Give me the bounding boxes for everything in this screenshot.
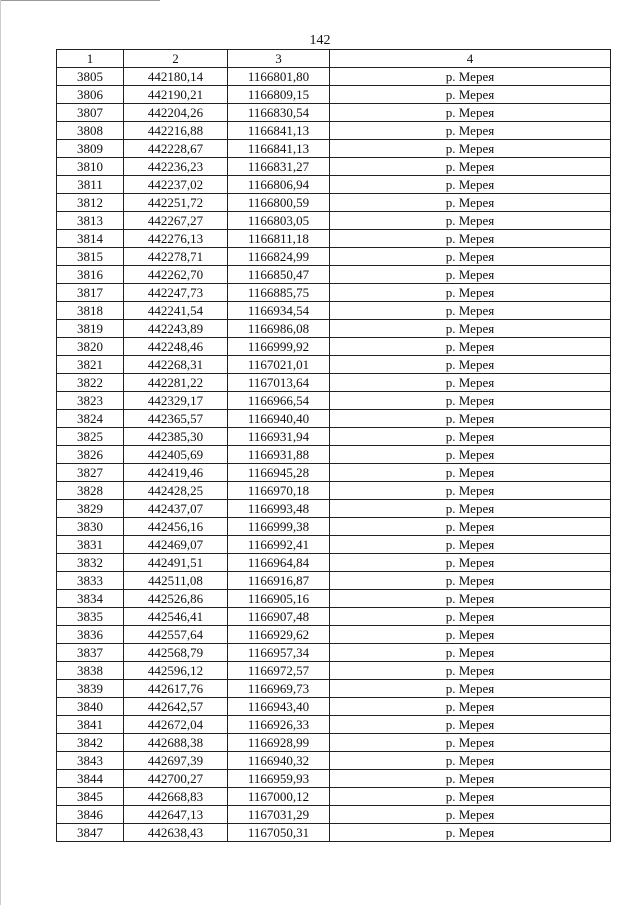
point-number-cell: 3830	[57, 518, 124, 536]
point-number-cell: 3840	[57, 698, 124, 716]
description-cell: р. Мерея	[330, 608, 611, 626]
x-coordinate-cell: 442638,43	[124, 824, 228, 842]
point-number-cell: 3810	[57, 158, 124, 176]
point-number-cell: 3807	[57, 104, 124, 122]
point-number-cell: 3820	[57, 338, 124, 356]
x-coordinate-cell: 442251,72	[124, 194, 228, 212]
y-coordinate-cell: 1166801,80	[228, 68, 330, 86]
x-coordinate-cell: 442216,88	[124, 122, 228, 140]
point-number-cell: 3846	[57, 806, 124, 824]
description-cell: р. Мерея	[330, 176, 611, 194]
x-coordinate-cell: 442419,46	[124, 464, 228, 482]
y-coordinate-cell: 1166940,32	[228, 752, 330, 770]
table-row	[57, 86, 611, 104]
description-cell: р. Мерея	[330, 248, 611, 266]
point-number-cell: 3834	[57, 590, 124, 608]
x-coordinate-cell: 442688,38	[124, 734, 228, 752]
table-row	[57, 338, 611, 356]
description-cell: р. Мерея	[330, 680, 611, 698]
table-row	[57, 212, 611, 230]
description-cell: р. Мерея	[330, 158, 611, 176]
x-coordinate-cell: 442267,27	[124, 212, 228, 230]
description-cell: р. Мерея	[330, 554, 611, 572]
table-row	[57, 716, 611, 734]
y-coordinate-cell: 1166800,59	[228, 194, 330, 212]
y-coordinate-cell: 1167021,01	[228, 356, 330, 374]
point-number-cell: 3821	[57, 356, 124, 374]
description-cell: р. Мерея	[330, 302, 611, 320]
y-coordinate-cell: 1166931,94	[228, 428, 330, 446]
point-number-cell: 3829	[57, 500, 124, 518]
x-coordinate-cell: 442262,70	[124, 266, 228, 284]
y-coordinate-cell: 1166928,99	[228, 734, 330, 752]
description-cell: р. Мерея	[330, 104, 611, 122]
x-coordinate-cell: 442276,13	[124, 230, 228, 248]
y-coordinate-cell: 1166850,47	[228, 266, 330, 284]
point-number-cell: 3806	[57, 86, 124, 104]
description-cell: р. Мерея	[330, 212, 611, 230]
point-number-cell: 3841	[57, 716, 124, 734]
description-cell: р. Мерея	[330, 122, 611, 140]
x-coordinate-cell: 442281,22	[124, 374, 228, 392]
point-number-cell: 3814	[57, 230, 124, 248]
description-cell: р. Мерея	[330, 140, 611, 158]
table-row	[57, 158, 611, 176]
y-coordinate-cell: 1166999,38	[228, 518, 330, 536]
table-row	[57, 320, 611, 338]
description-cell: р. Мерея	[330, 338, 611, 356]
table-row	[57, 464, 611, 482]
table-row	[57, 770, 611, 788]
point-number-cell: 3842	[57, 734, 124, 752]
x-coordinate-cell: 442278,71	[124, 248, 228, 266]
x-coordinate-cell: 442180,14	[124, 68, 228, 86]
y-coordinate-cell: 1166905,16	[228, 590, 330, 608]
table-row	[57, 482, 611, 500]
x-coordinate-cell: 442526,86	[124, 590, 228, 608]
table-row	[57, 536, 611, 554]
point-number-cell: 3831	[57, 536, 124, 554]
point-number-cell: 3847	[57, 824, 124, 842]
x-coordinate-cell: 442385,30	[124, 428, 228, 446]
y-coordinate-cell: 1166830,54	[228, 104, 330, 122]
table-row	[57, 122, 611, 140]
x-coordinate-cell: 442647,13	[124, 806, 228, 824]
x-coordinate-cell: 442557,64	[124, 626, 228, 644]
x-coordinate-cell: 442190,21	[124, 86, 228, 104]
description-cell: р. Мерея	[330, 572, 611, 590]
point-number-cell: 3823	[57, 392, 124, 410]
table-row	[57, 752, 611, 770]
y-coordinate-cell: 1166824,99	[228, 248, 330, 266]
point-number-cell: 3805	[57, 68, 124, 86]
table-row	[57, 374, 611, 392]
description-cell: р. Мерея	[330, 356, 611, 374]
description-cell: р. Мерея	[330, 806, 611, 824]
x-coordinate-cell: 442511,08	[124, 572, 228, 590]
table-row	[57, 626, 611, 644]
point-number-cell: 3843	[57, 752, 124, 770]
y-coordinate-cell: 1166970,18	[228, 482, 330, 500]
table-row	[57, 680, 611, 698]
x-coordinate-cell: 442243,89	[124, 320, 228, 338]
y-coordinate-cell: 1166969,73	[228, 680, 330, 698]
table-row	[57, 302, 611, 320]
x-coordinate-cell: 442700,27	[124, 770, 228, 788]
scan-edge-mark	[0, 0, 2, 905]
x-coordinate-cell: 442247,73	[124, 284, 228, 302]
description-cell: р. Мерея	[330, 482, 611, 500]
y-coordinate-cell: 1166992,41	[228, 536, 330, 554]
y-coordinate-cell: 1167050,31	[228, 824, 330, 842]
description-cell: р. Мерея	[330, 284, 611, 302]
y-coordinate-cell: 1166931,88	[228, 446, 330, 464]
point-number-cell: 3827	[57, 464, 124, 482]
y-coordinate-cell: 1166957,34	[228, 644, 330, 662]
description-cell: р. Мерея	[330, 662, 611, 680]
table-row	[57, 248, 611, 266]
x-coordinate-cell: 442672,04	[124, 716, 228, 734]
y-coordinate-cell: 1166831,27	[228, 158, 330, 176]
x-coordinate-cell: 442617,76	[124, 680, 228, 698]
page-number: 142	[309, 33, 331, 48]
description-cell: р. Мерея	[330, 824, 611, 842]
y-coordinate-cell: 1166806,94	[228, 176, 330, 194]
point-number-cell: 3844	[57, 770, 124, 788]
x-coordinate-cell: 442546,41	[124, 608, 228, 626]
y-coordinate-cell: 1166907,48	[228, 608, 330, 626]
point-number-cell: 3811	[57, 176, 124, 194]
y-coordinate-cell: 1166993,48	[228, 500, 330, 518]
x-coordinate-cell: 442568,79	[124, 644, 228, 662]
y-coordinate-cell: 1166811,18	[228, 230, 330, 248]
table-row	[57, 554, 611, 572]
x-coordinate-cell: 442204,26	[124, 104, 228, 122]
x-coordinate-cell: 442236,23	[124, 158, 228, 176]
description-cell: р. Мерея	[330, 428, 611, 446]
y-coordinate-cell: 1166943,40	[228, 698, 330, 716]
description-cell: р. Мерея	[330, 698, 611, 716]
description-cell: р. Мерея	[330, 734, 611, 752]
point-number-cell: 3808	[57, 122, 124, 140]
coordinates-table	[56, 49, 611, 842]
point-number-cell: 3812	[57, 194, 124, 212]
x-coordinate-cell: 442268,31	[124, 356, 228, 374]
y-coordinate-cell: 1166809,15	[228, 86, 330, 104]
x-coordinate-cell: 442405,69	[124, 446, 228, 464]
point-number-cell: 3826	[57, 446, 124, 464]
x-coordinate-cell: 442428,25	[124, 482, 228, 500]
table-row	[57, 608, 611, 626]
y-coordinate-cell: 1166929,62	[228, 626, 330, 644]
description-cell: р. Мерея	[330, 590, 611, 608]
x-coordinate-cell: 442456,16	[124, 518, 228, 536]
description-cell: р. Мерея	[330, 788, 611, 806]
description-cell: р. Мерея	[330, 68, 611, 86]
table-row	[57, 230, 611, 248]
x-coordinate-cell: 442365,57	[124, 410, 228, 428]
description-cell: р. Мерея	[330, 320, 611, 338]
point-number-cell: 3816	[57, 266, 124, 284]
table-row	[57, 266, 611, 284]
y-coordinate-cell: 1166966,54	[228, 392, 330, 410]
table-row	[57, 284, 611, 302]
table-row	[57, 194, 611, 212]
point-number-cell: 3832	[57, 554, 124, 572]
table-row	[57, 392, 611, 410]
description-cell: р. Мерея	[330, 500, 611, 518]
table-row	[57, 734, 611, 752]
x-coordinate-cell: 442697,39	[124, 752, 228, 770]
description-cell: р. Мерея	[330, 194, 611, 212]
x-coordinate-cell: 442329,17	[124, 392, 228, 410]
point-number-cell: 3824	[57, 410, 124, 428]
description-cell: р. Мерея	[330, 392, 611, 410]
x-coordinate-cell: 442437,07	[124, 500, 228, 518]
y-coordinate-cell: 1167013,64	[228, 374, 330, 392]
description-cell: р. Мерея	[330, 446, 611, 464]
point-number-cell: 3825	[57, 428, 124, 446]
description-cell: р. Мерея	[330, 230, 611, 248]
table-row	[57, 410, 611, 428]
column-header-1: 1	[57, 50, 124, 68]
y-coordinate-cell: 1166940,40	[228, 410, 330, 428]
point-number-cell: 3809	[57, 140, 124, 158]
column-header-2: 2	[124, 50, 228, 68]
table-row	[57, 356, 611, 374]
y-coordinate-cell: 1166945,28	[228, 464, 330, 482]
table-row	[57, 788, 611, 806]
point-number-cell: 3819	[57, 320, 124, 338]
y-coordinate-cell: 1166841,13	[228, 122, 330, 140]
table-row	[57, 140, 611, 158]
y-coordinate-cell: 1166964,84	[228, 554, 330, 572]
table-row	[57, 428, 611, 446]
description-cell: р. Мерея	[330, 536, 611, 554]
point-number-cell: 3833	[57, 572, 124, 590]
point-number-cell: 3835	[57, 608, 124, 626]
x-coordinate-cell: 442241,54	[124, 302, 228, 320]
y-coordinate-cell: 1166972,57	[228, 662, 330, 680]
y-coordinate-cell: 1167031,29	[228, 806, 330, 824]
y-coordinate-cell: 1166986,08	[228, 320, 330, 338]
table-row	[57, 518, 611, 536]
column-header-4: 4	[330, 50, 611, 68]
x-coordinate-cell: 442228,67	[124, 140, 228, 158]
table-row	[57, 806, 611, 824]
y-coordinate-cell: 1166916,87	[228, 572, 330, 590]
point-number-cell: 3815	[57, 248, 124, 266]
point-number-cell: 3813	[57, 212, 124, 230]
description-cell: р. Мерея	[330, 770, 611, 788]
point-number-cell: 3845	[57, 788, 124, 806]
table-row	[57, 698, 611, 716]
x-coordinate-cell: 442237,02	[124, 176, 228, 194]
point-number-cell: 3818	[57, 302, 124, 320]
point-number-cell: 3838	[57, 662, 124, 680]
y-coordinate-cell: 1166926,33	[228, 716, 330, 734]
description-cell: р. Мерея	[330, 626, 611, 644]
point-number-cell: 3837	[57, 644, 124, 662]
table-row	[57, 572, 611, 590]
table-row	[57, 662, 611, 680]
point-number-cell: 3817	[57, 284, 124, 302]
y-coordinate-cell: 1166841,13	[228, 140, 330, 158]
y-coordinate-cell: 1167000,12	[228, 788, 330, 806]
description-cell: р. Мерея	[330, 86, 611, 104]
description-cell: р. Мерея	[330, 644, 611, 662]
table-row	[57, 176, 611, 194]
table-row	[57, 446, 611, 464]
description-cell: р. Мерея	[330, 410, 611, 428]
y-coordinate-cell: 1166934,54	[228, 302, 330, 320]
point-number-cell: 3839	[57, 680, 124, 698]
table-body	[57, 68, 611, 842]
y-coordinate-cell: 1166959,93	[228, 770, 330, 788]
table-row	[57, 644, 611, 662]
x-coordinate-cell: 442248,46	[124, 338, 228, 356]
y-coordinate-cell: 1166803,05	[228, 212, 330, 230]
description-cell: р. Мерея	[330, 716, 611, 734]
table-row	[57, 824, 611, 842]
description-cell: р. Мерея	[330, 464, 611, 482]
table-header-row	[57, 50, 611, 68]
y-coordinate-cell: 1166885,75	[228, 284, 330, 302]
scan-edge-mark	[0, 0, 160, 2]
description-cell: р. Мерея	[330, 518, 611, 536]
x-coordinate-cell: 442491,51	[124, 554, 228, 572]
x-coordinate-cell: 442668,83	[124, 788, 228, 806]
y-coordinate-cell: 1166999,92	[228, 338, 330, 356]
table-row	[57, 104, 611, 122]
table-row	[57, 590, 611, 608]
description-cell: р. Мерея	[330, 752, 611, 770]
point-number-cell: 3828	[57, 482, 124, 500]
description-cell: р. Мерея	[330, 266, 611, 284]
table-row	[57, 68, 611, 86]
point-number-cell: 3836	[57, 626, 124, 644]
point-number-cell: 3822	[57, 374, 124, 392]
x-coordinate-cell: 442469,07	[124, 536, 228, 554]
description-cell: р. Мерея	[330, 374, 611, 392]
x-coordinate-cell: 442596,12	[124, 662, 228, 680]
column-header-3: 3	[228, 50, 330, 68]
x-coordinate-cell: 442642,57	[124, 698, 228, 716]
table-row	[57, 500, 611, 518]
